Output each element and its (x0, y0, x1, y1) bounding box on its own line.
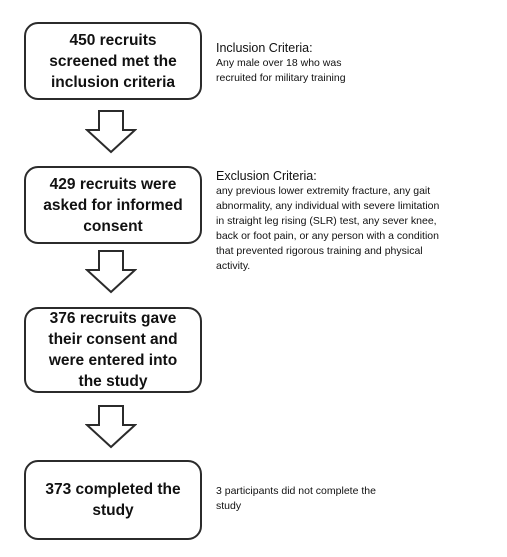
down-arrow-icon (85, 405, 137, 449)
flow-box-screened (24, 22, 202, 100)
flow-box-screened-text: 450 recruits screened met the inclusion criteria (49, 31, 177, 91)
down-arrow-icon (85, 110, 137, 154)
inclusion-criteria-heading: Inclusion Criteria: (216, 41, 313, 55)
down-arrow-icon (85, 250, 137, 294)
exclusion-criteria-body: any previous lower extremity fracture, any gait abnormality, any individual with severe limitation in straight leg rising (SLR) test, any sever knee, back or foot pain, or any person with a condition that prevented rigorous training and physical activity. (216, 185, 440, 272)
dropout-note: 3 participants did not complete the study (216, 485, 376, 512)
flow-box-completed-text: 373 completed the study (45, 481, 181, 519)
flow-box-consent-asked (24, 166, 202, 244)
exclusion-criteria-heading: Exclusion Criteria: (216, 169, 317, 183)
flow-box-enrolled-text: 376 recruits gave their consent and were entered into the study (48, 310, 178, 390)
inclusion-criteria-body: Any male over 18 who was recruited for military training (216, 57, 346, 84)
inclusion-criteria-note (216, 40, 501, 86)
exclusion-criteria-note (216, 168, 501, 274)
flow-box-consent-asked-text: 429 recruits were asked for informed consent (43, 175, 183, 235)
flow-box-enrolled (24, 307, 202, 393)
flow-box-completed (24, 460, 202, 540)
